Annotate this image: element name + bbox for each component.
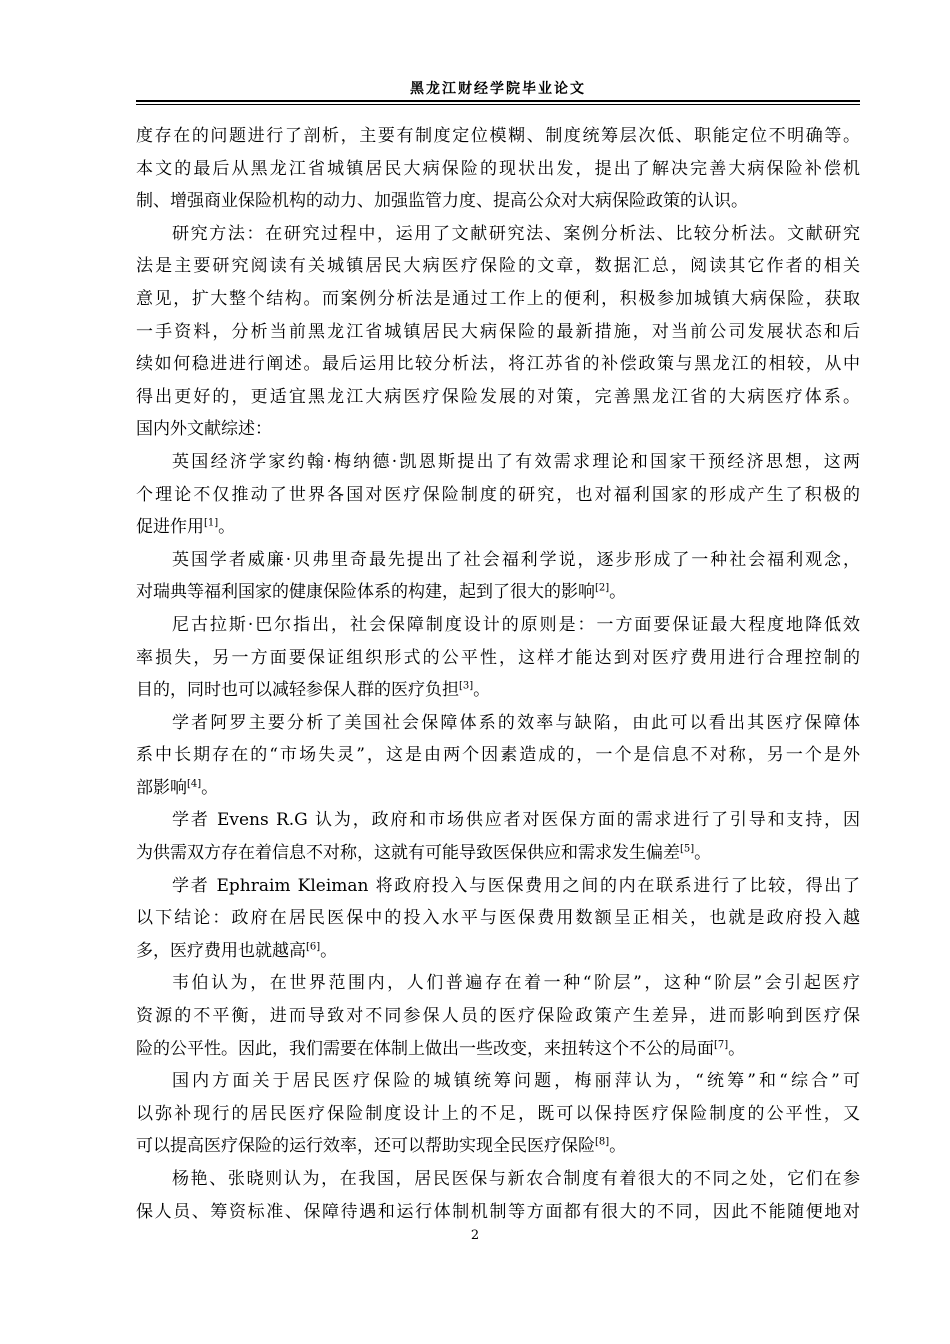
text-line: 制、增强商业保险机构的动力、加强监管力度、提高公众对大病保险政策的认识。 (136, 191, 748, 212)
text-line: 学者 Ephraim Kleiman 将政府投入与医保费用之间的内在联系进行了比较，得出了 (172, 875, 860, 896)
text-line: 韦伯认为，在世界范围内，人们普遍存在着一种“阶层”，这种“阶层”会引起医疗 (172, 973, 860, 994)
text-line: 学者阿罗主要分析了美国社会保障体系的效率与缺陷，由此可以看出其医疗保障体 (172, 712, 860, 733)
text-line: 国内方面关于居民医疗保险的城镇统筹问题，梅丽萍认为，“统筹”和“综合”可 (172, 1071, 860, 1092)
text-line: 续如何稳进进行阐述。最后运用比较分析法，将江苏省的补偿政策与黑龙江的相较，从中 (136, 354, 860, 375)
text-line: 个理论不仅推动了世界各国对医疗保险制度的研究，也对福利国家的形成产生了积极的 (136, 484, 860, 505)
text-line: 杨艳、张晓则认为，在我国，居民医保与新农合制度有着很大的不同之处，它们在参 (172, 1169, 860, 1189)
page-header-title: 黑龙江财经学院毕业论文 (410, 81, 586, 97)
text-line: 系中长期存在的“市场失灵”，这是由两个因素造成的，一个是信息不对称，另一个是外 (136, 745, 860, 766)
text-line: 法是主要研究阅读有关城镇居民大病医疗保险的文章，数据汇总，阅读其它作者的相关 (136, 256, 860, 277)
text-line: 得出更好的，更适宜黑龙江大病医疗保险发展的对策，完善黑龙江省的大病医疗体系。 (136, 386, 860, 407)
header-rule-thin (136, 104, 860, 105)
text-line: 目的，同时也可以减轻参保人群的医疗负担[3]。 (136, 680, 491, 701)
text-line: 促进作用[1]。 (136, 517, 236, 538)
text-line: 研究方法：在研究过程中，运用了文献研究法、案例分析法、比较分析法。文献研究 (172, 223, 860, 244)
text-line: 多，医疗费用也就越高[6]。 (136, 940, 338, 961)
text-line: 资源的不平衡，进而导致对不同参保人员的医疗保险政策产生差异，进而影响到医疗保 (136, 1006, 860, 1027)
text-line: 保人员、筹资标准、保障待遇和运行体制机制等方面都有很大的不同，因此不能随便地对 (136, 1201, 860, 1222)
text-line: 学者 Evens R.G 认为，政府和市场供应者对医保方面的需求进行了引导和支持，因 (172, 810, 860, 831)
text-line: 英国学者威廉·贝弗里奇最先提出了社会福利学说，逐步形成了一种社会福利观念， (172, 549, 860, 570)
text-line: 意见，扩大整个结构。而案例分析法是通过工作上的便利，积极参加城镇大病保险，获取 (136, 288, 860, 309)
text-line: 尼古拉斯·巴尔指出，社会保障制度设计的原则是：一方面要保证最大程度地降低效 (172, 614, 860, 635)
text-line: 本文的最后从黑龙江省城镇居民大病保险的现状出发，提出了解决完善大病保险补偿机 (136, 158, 860, 179)
text-line: 部影响[4]。 (136, 777, 219, 798)
text-line: 英国经济学家约翰·梅纳德·凯恩斯提出了有效需求理论和国家干预经济思想，这两 (172, 451, 860, 472)
text-line: 度存在的问题进行了剖析，主要有制度定位模糊、制度统筹层次低、职能定位不明确等。 (136, 126, 860, 146)
text-line: 国内外文献综述： (136, 419, 272, 440)
text-line: 对瑞典等福利国家的健康保险体系的构建，起到了很大的影响[2]。 (136, 582, 627, 603)
header-rule-thick (136, 100, 860, 102)
text-line: 为供需双方存在着信息不对称，这就有可能导致医保供应和需求发生偏差[5]。 (136, 843, 712, 864)
text-line: 以下结论：政府在居民医保中的投入水平与医保费用数额呈正相关，也就是政府投入越 (136, 908, 860, 929)
body-text (136, 120, 860, 1228)
text-line: 险的公平性。因此，我们需要在体制上做出一些改变，来扭转这个不公的局面[7]。 (136, 1038, 746, 1059)
text-line: 可以提高医疗保险的运行效率，还可以帮助实现全民医疗保险[8]。 (136, 1136, 627, 1157)
page-number: 2 (470, 1228, 480, 1243)
text-line: 以弥补现行的居民医疗保险制度设计上的不足，既可以保持医疗保险制度的公平性，又 (136, 1103, 860, 1124)
text-line: 率损失，另一方面要保证组织形式的公平性，这样才能达到对医疗费用进行合理控制的 (136, 647, 860, 668)
text-line: 一手资料，分析当前黑龙江省城镇居民大病保险的最新措施，对当前公司发展状态和后 (136, 321, 860, 342)
